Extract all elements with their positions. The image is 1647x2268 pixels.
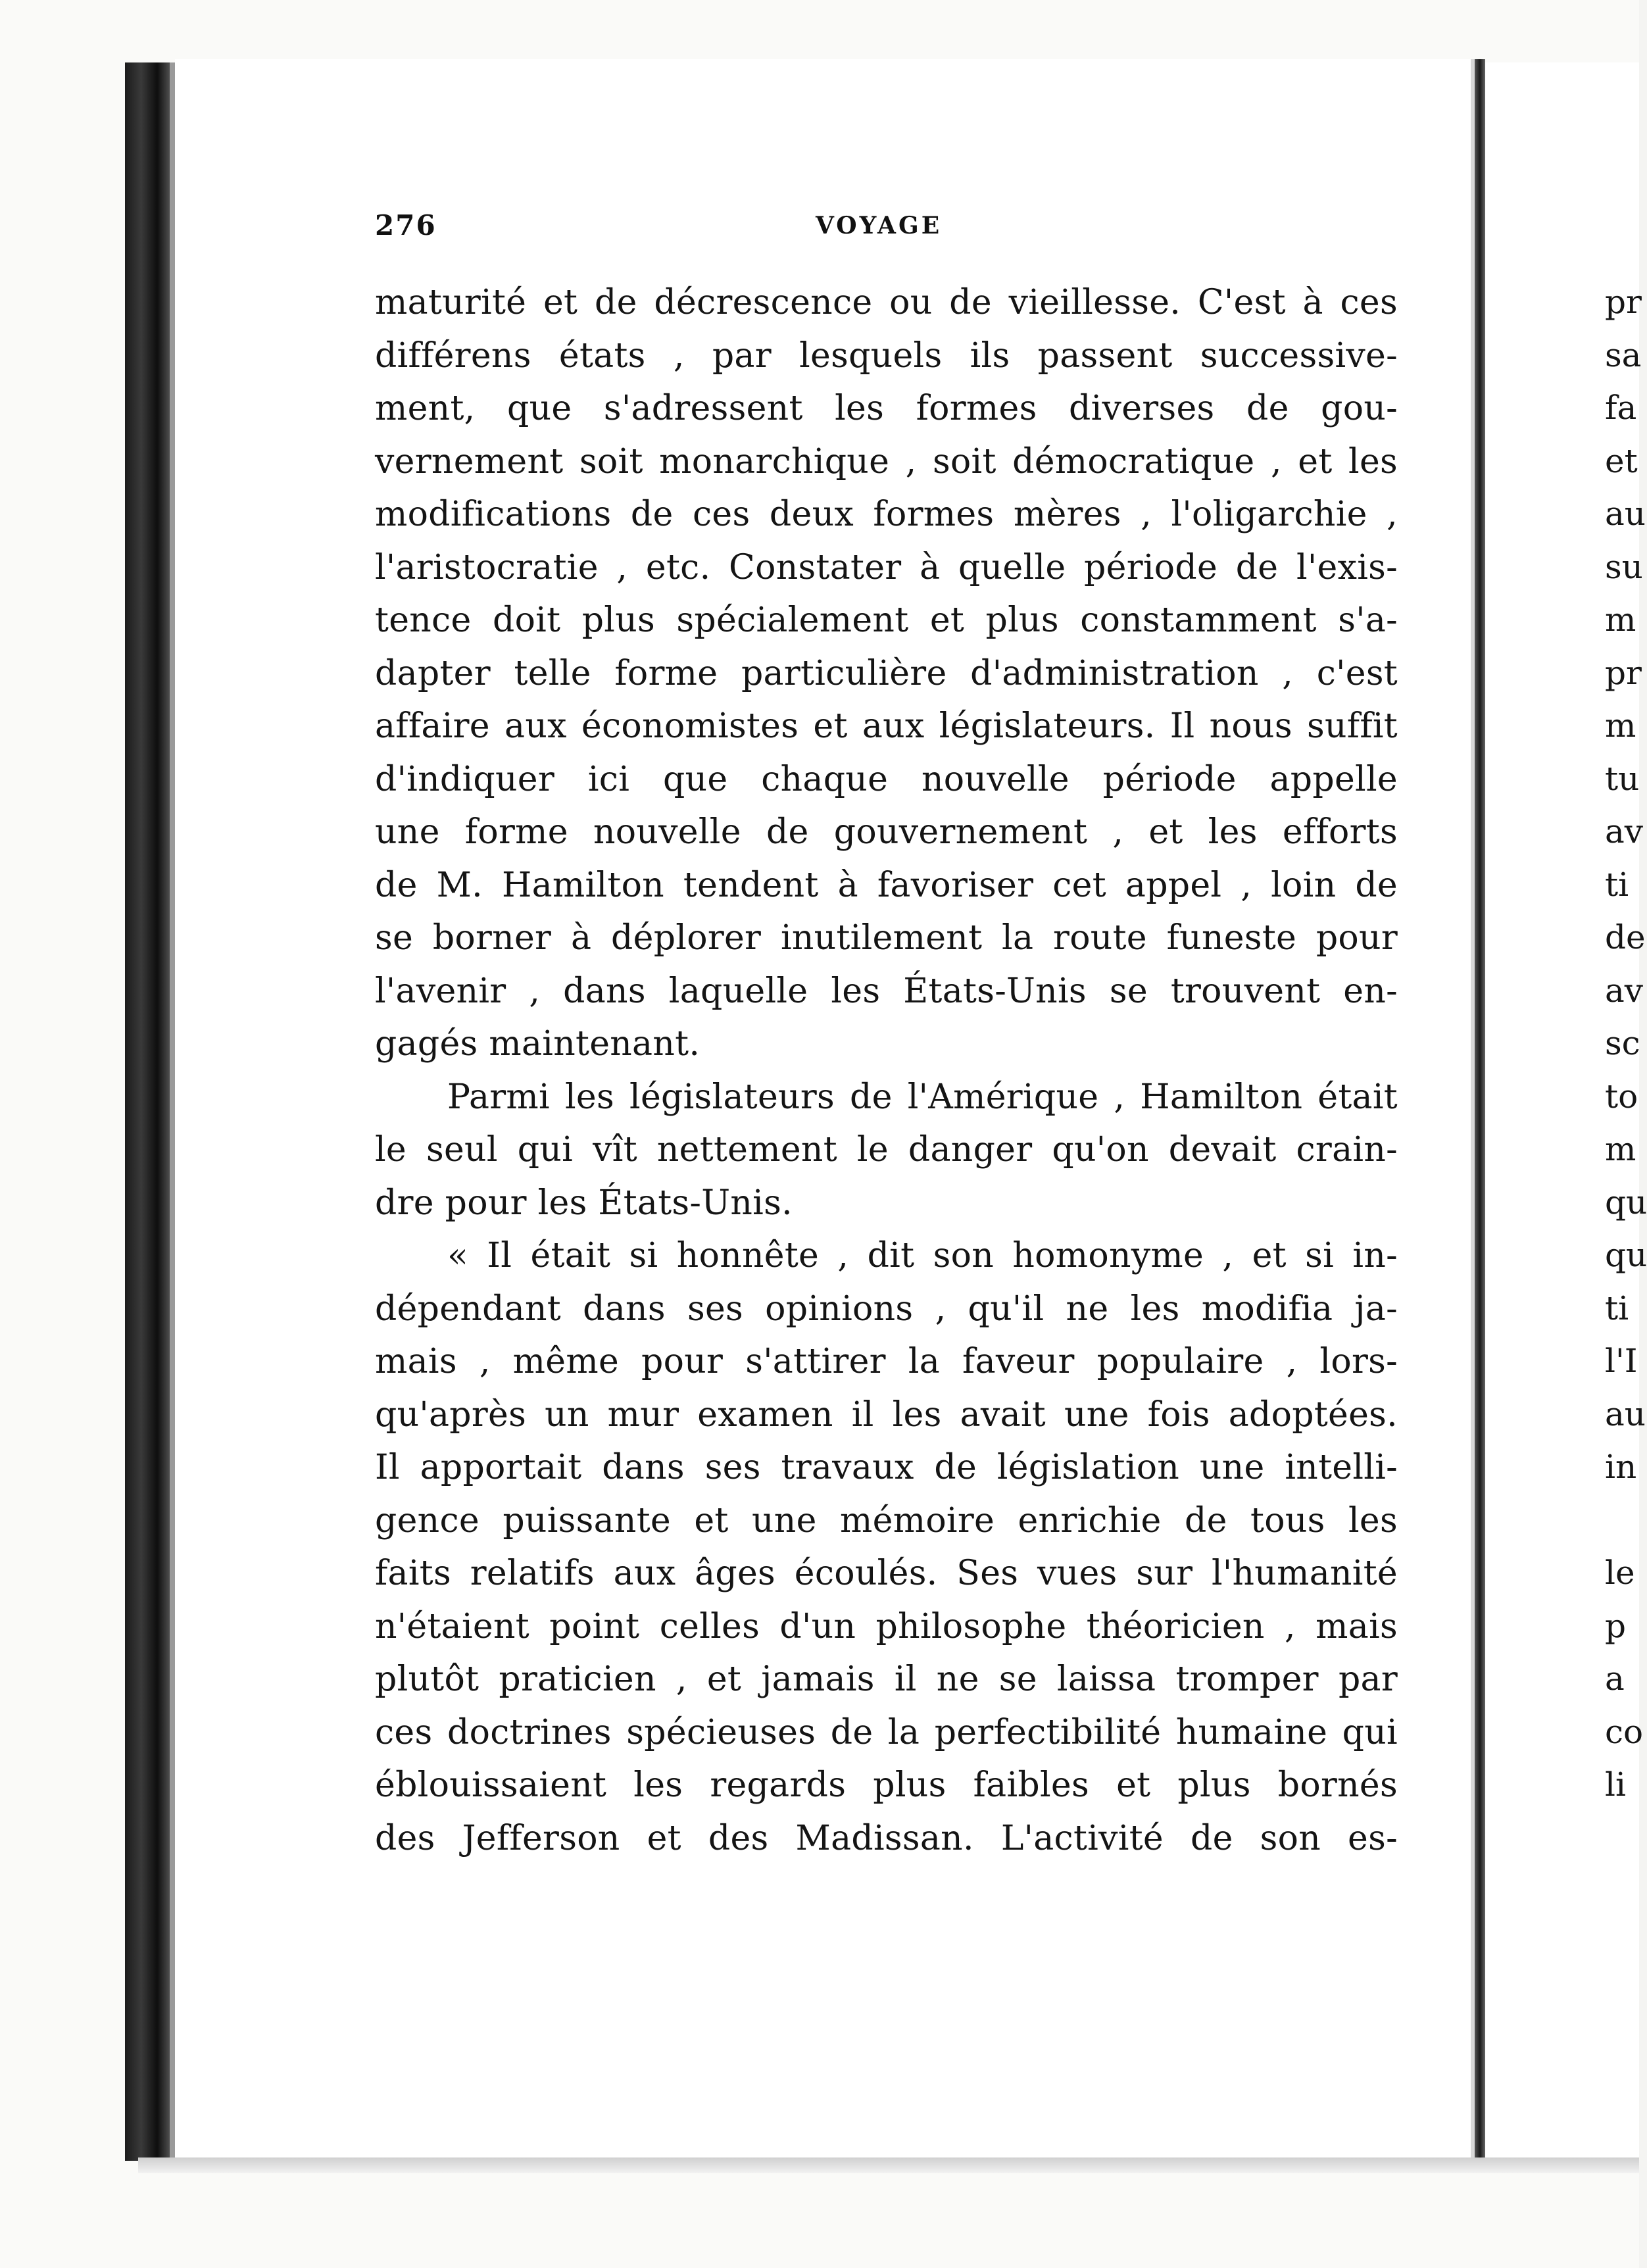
running-head: VOYAGE <box>816 212 943 239</box>
facing-page-fragment: qu <box>1605 1183 1647 1221</box>
text-line: dre pour les États-Unis. <box>375 1183 793 1223</box>
facing-page-fragment: a <box>1605 1660 1625 1698</box>
facing-page-fragment: de <box>1605 918 1646 956</box>
facing-page-fragment: pr <box>1605 653 1642 692</box>
facing-page-fragment: au <box>1605 1394 1646 1433</box>
facing-page-fragment: l'I <box>1605 1342 1638 1380</box>
text-line: vernement soit monarchique , soit démocratique , et les <box>375 441 1398 481</box>
text-line: d'indiquer ici que chaque nouvelle période appelle <box>375 759 1398 799</box>
facing-page-fragment: p <box>1605 1606 1627 1645</box>
facing-page-fragment: ti <box>1605 865 1629 904</box>
facing-page-fragment: sa <box>1605 335 1642 374</box>
text-line: modifications de ces deux formes mères , l'oligarchie , <box>375 495 1398 534</box>
text-line: qu'après un mur examen il les avait une fois adoptées. <box>375 1394 1398 1435</box>
text-line: le seul qui vît nettement le danger qu'on devait crain- <box>375 1130 1398 1170</box>
text-line: maturité et de décrescence ou de vieillesse. C'est à ces <box>375 283 1398 322</box>
facing-page-fragment: in <box>1605 1448 1637 1486</box>
facing-page-fragment: m <box>1605 601 1636 639</box>
facing-page-fragment: et <box>1605 441 1638 480</box>
facing-page-fragment: av <box>1605 812 1644 851</box>
facing-page-fragment: qu <box>1605 1236 1647 1274</box>
text-line: l'avenir , dans laquelle les États-Unis se trouvent en- <box>375 971 1398 1011</box>
text-line: de M. Hamilton tendent à favoriser cet appel , loin de <box>375 865 1398 905</box>
text-line: dapter telle forme particulière d'administration , c'est <box>375 653 1398 693</box>
text-line: affaire aux économistes et aux législateurs. Il nous suffit <box>375 706 1398 746</box>
facing-page-fragment: sc <box>1605 1024 1640 1062</box>
text-line: plutôt praticien , et jamais il ne se laissa tromper par <box>375 1660 1398 1699</box>
text-line: ces doctrines spécieuses de la perfectibilité humaine qui <box>375 1712 1398 1752</box>
text-line: mais , même pour s'attirer la faveur populaire , lors- <box>375 1342 1398 1381</box>
facing-page-fragment: m <box>1605 706 1636 745</box>
facing-page-fragment: tu <box>1605 759 1640 798</box>
page-header <box>375 209 1401 249</box>
facing-page-fragment: av <box>1605 971 1644 1010</box>
page-gutter <box>1475 59 1485 2164</box>
page-bottom-edge <box>138 2157 1639 2173</box>
text-line: éblouissaient les regards plus faibles et plus bornés <box>375 1765 1398 1805</box>
text-line: l'aristocratie , etc. Constater à quelle période de l'exis- <box>375 547 1398 587</box>
text-line: Il apportait dans ses travaux de législation une intelli- <box>375 1448 1398 1487</box>
text-line: gence puissante et une mémoire enrichie de tous les <box>375 1500 1398 1541</box>
text-line: Parmi les législateurs de l'Amérique , Hamilton était <box>447 1077 1398 1117</box>
page-body-text <box>375 276 1398 1865</box>
facing-page-fragment: au <box>1605 495 1646 533</box>
facing-page-fragment: co <box>1605 1712 1644 1751</box>
facing-page-fragment: m <box>1605 1130 1636 1168</box>
text-line: une forme nouvelle de gouvernement , et les efforts <box>375 812 1398 852</box>
facing-page-fragment: le <box>1605 1554 1635 1592</box>
text-line: dépendant dans ses opinions , qu'il ne les modifia ja- <box>375 1289 1398 1329</box>
facing-page-fragment: fa <box>1605 389 1637 427</box>
book-spine <box>125 62 171 2161</box>
text-line: gagés maintenant. <box>375 1024 701 1064</box>
page-number: 276 <box>375 209 437 241</box>
text-line: faits relatifs aux âges écoulés. Ses vues sur l'humanité <box>375 1554 1398 1593</box>
text-line: différens états , par lesquels ils passent successive- <box>375 335 1398 376</box>
text-line: « Il était si honnête , dit son homonyme , et si in- <box>447 1236 1398 1275</box>
text-line: ment, que s'adressent les formes diverses de gou- <box>375 389 1398 428</box>
facing-page-fragment: li <box>1605 1765 1626 1804</box>
facing-page-fragment: to <box>1605 1077 1638 1116</box>
facing-page-fragment: pr <box>1605 283 1642 321</box>
text-line: des Jefferson et des Madissan. L'activité de son es- <box>375 1818 1398 1858</box>
text-line: se borner à déplorer inutilement la route funeste pour <box>375 918 1398 958</box>
facing-page-fragment: ti <box>1605 1289 1629 1327</box>
text-line: tence doit plus spécialement et plus constamment s'a- <box>375 601 1398 640</box>
facing-page-fragment: su <box>1605 547 1643 586</box>
text-line: n'étaient point celles d'un philosophe théoricien , mais <box>375 1606 1398 1646</box>
